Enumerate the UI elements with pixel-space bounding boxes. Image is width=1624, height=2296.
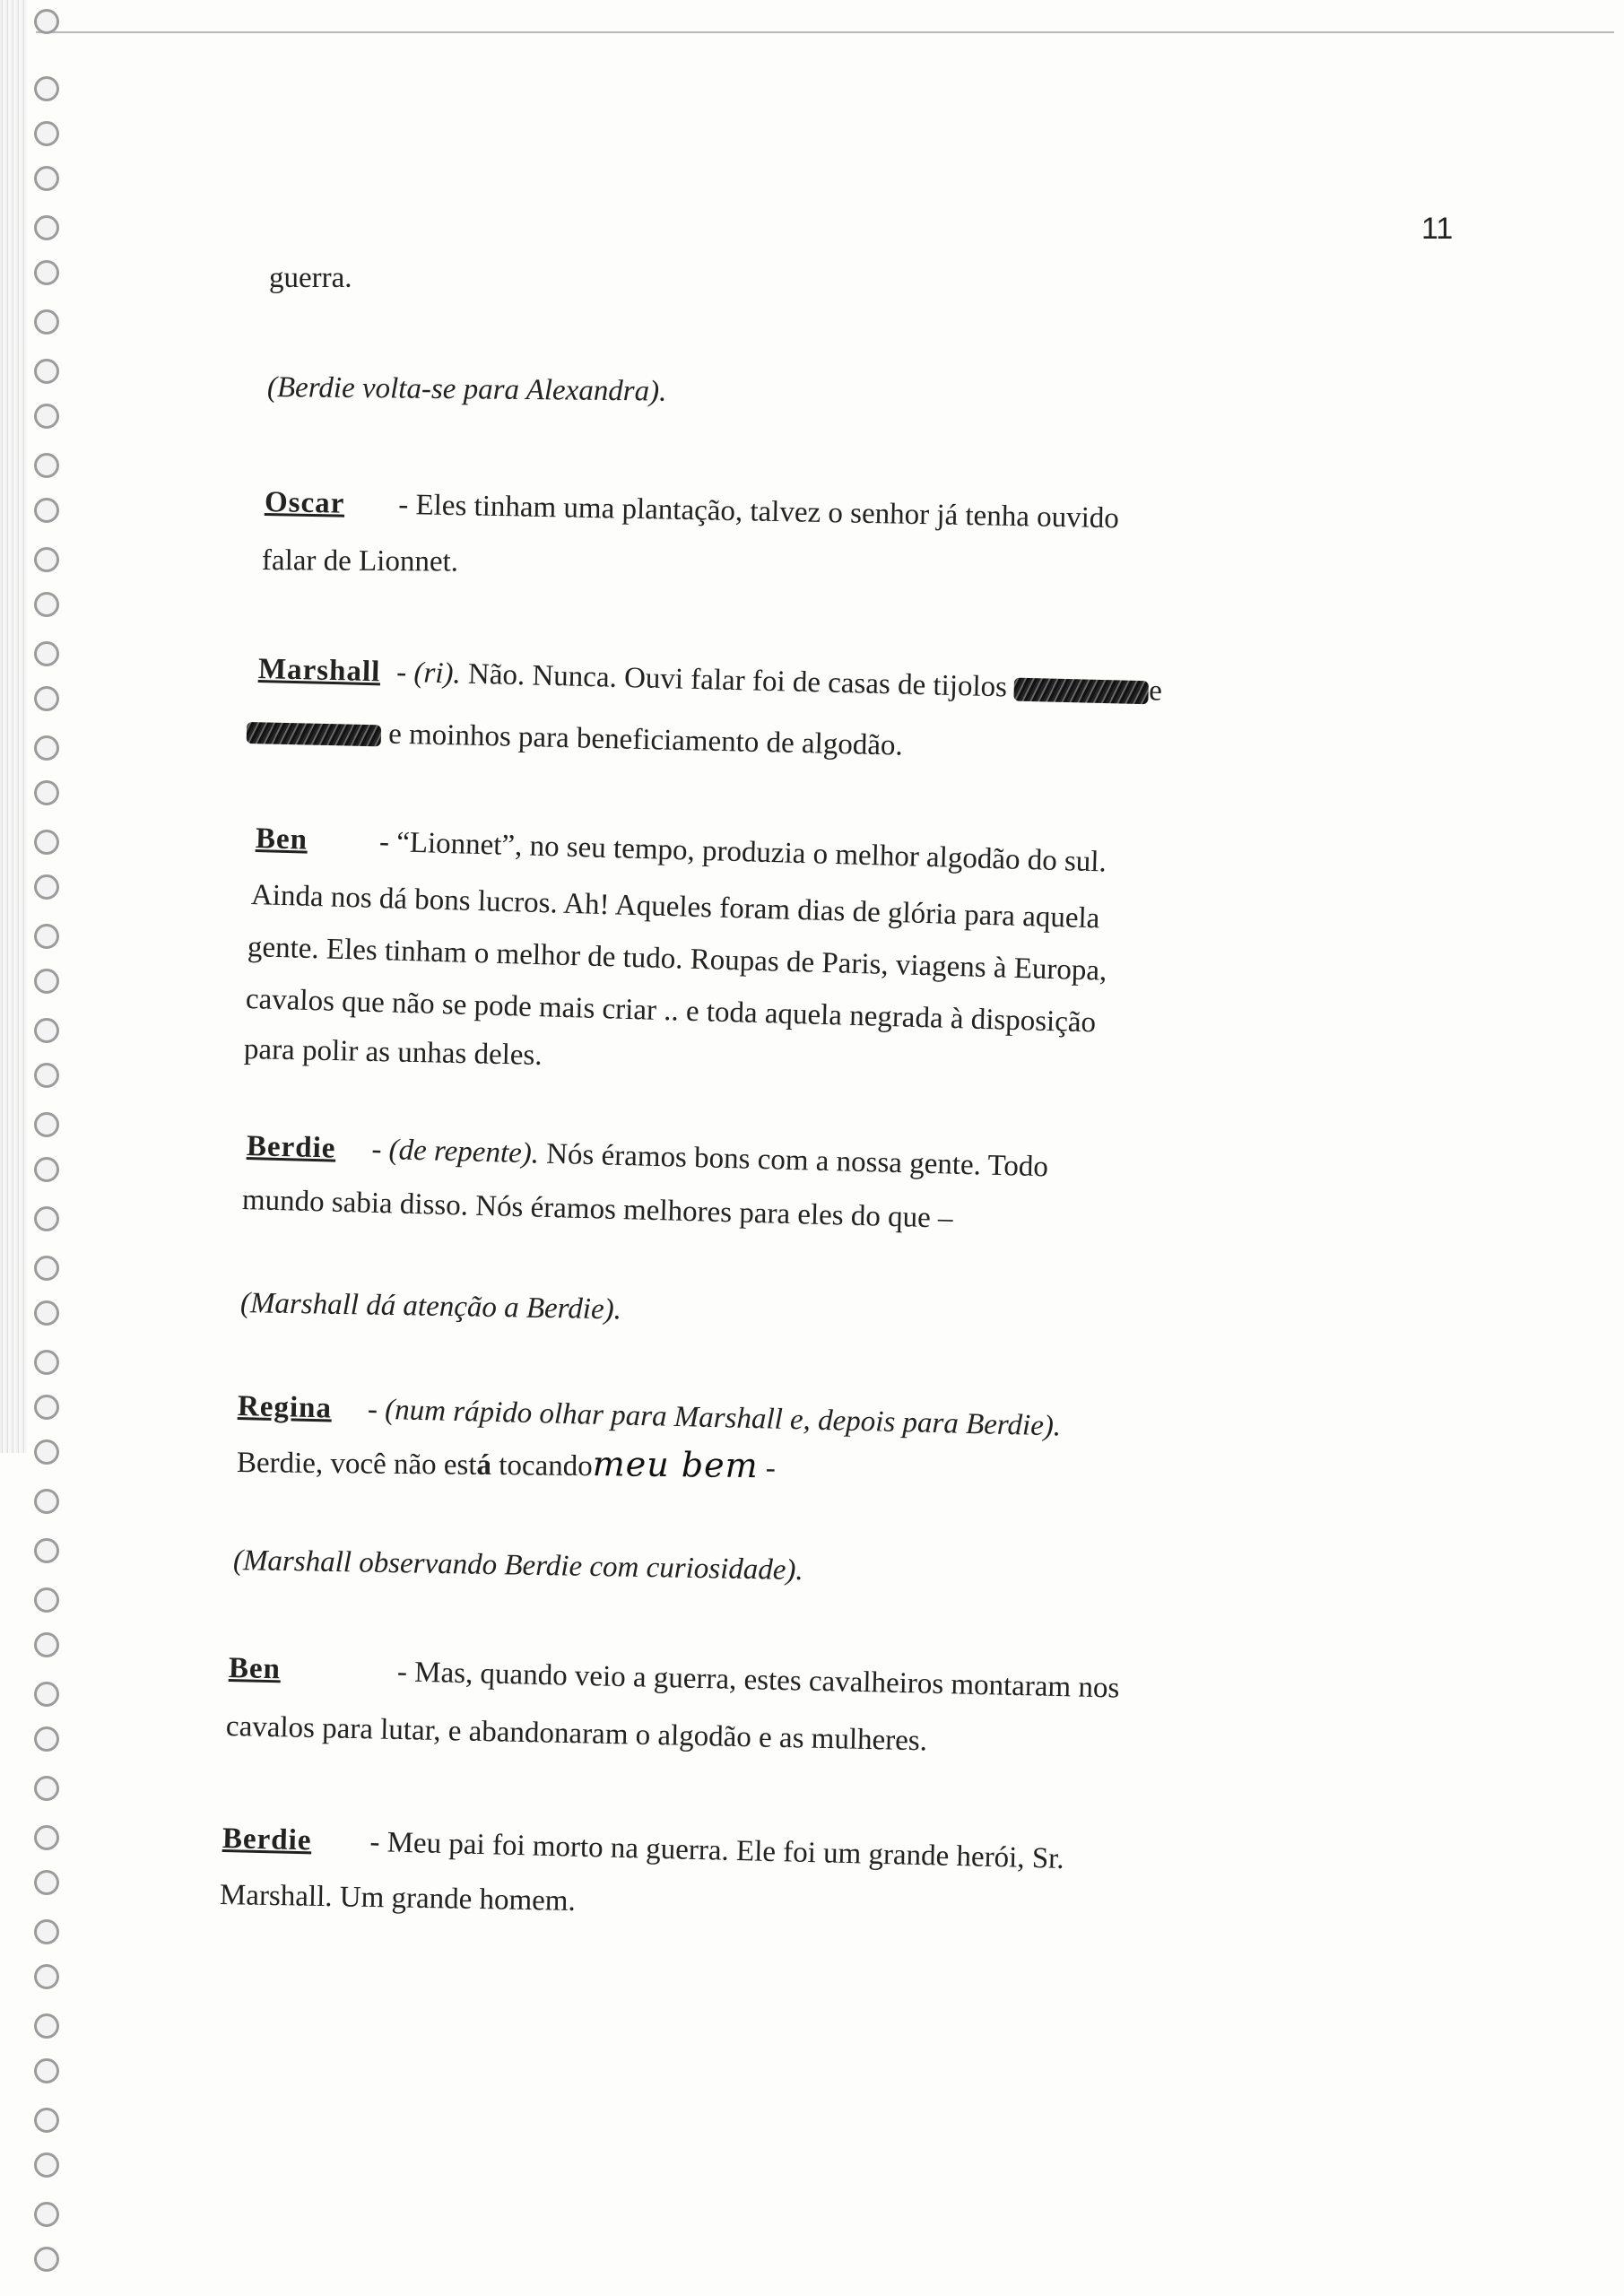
dash: - <box>397 488 409 522</box>
scribble-icon <box>1014 678 1150 705</box>
dialogue-line <box>257 651 1162 710</box>
text-span: (Marshall dá atenção a Berdie). <box>239 1287 622 1326</box>
text-span: cavalos para lutar, e abandonaram o algodão e as mulheres. <box>225 1710 928 1758</box>
text-span: - <box>765 1452 777 1485</box>
dialogue-line <box>237 1388 1061 1446</box>
stage-direction <box>267 370 667 411</box>
dialogue-line <box>221 1821 1064 1878</box>
dash: - <box>367 1393 378 1426</box>
text-line <box>226 1709 928 1761</box>
text-span: gente. Eles tinham o melhor de tudo. Roupas de Paris, viagens à Europa, <box>247 931 1107 987</box>
text-span: para polir as unhas deles. <box>243 1033 543 1072</box>
text-span: Mas, quando veio a guerra, estes cavalheiros montaram nos <box>413 1656 1120 1705</box>
handwritten-text: meu bem <box>592 1444 759 1486</box>
dialogue-line <box>229 1650 1120 1708</box>
text-span: e moinhos para beneficiamento de algodão. <box>387 718 904 762</box>
stage-direction-inline: (de repente). <box>388 1134 540 1170</box>
stage-direction-inline: (ri). <box>413 657 462 691</box>
dash: - <box>395 656 407 690</box>
speaker-name: Ben <box>228 1652 282 1686</box>
text-line <box>241 1182 953 1238</box>
text-line <box>237 1439 776 1488</box>
dash: - <box>378 825 390 859</box>
text-span: “Lionnet”, no seu tempo, produzia o melhor algodão do sul. <box>395 826 1107 879</box>
text-span: á <box>476 1448 492 1482</box>
dialogue-line <box>246 1128 1048 1187</box>
speaker-name: Berdie <box>221 1822 312 1857</box>
text-span: Berdie, você não est <box>236 1447 477 1482</box>
text-line <box>247 713 904 765</box>
speaker-name: Regina <box>237 1390 333 1425</box>
text-span: Nós éramos bons com a nossa gente. Todo <box>545 1137 1049 1184</box>
text-span: falar de Lionnet. <box>261 544 459 578</box>
text-span: guerra. <box>269 262 352 294</box>
dash: - <box>369 1826 380 1859</box>
dialogue-line <box>255 821 1107 882</box>
text-line <box>247 929 1107 990</box>
dash: - <box>370 1133 382 1166</box>
scribble-icon <box>247 722 382 746</box>
text-span: Ainda nos dá bons lucros. Ah! Aqueles foram dias de glória para aquela <box>250 879 1100 935</box>
text-span: (Berdie volta-se para Alexandra). <box>266 371 667 408</box>
text-span: Marshall. Um grande homem. <box>219 1879 577 1918</box>
text-line <box>269 260 352 297</box>
text-span: (Marshall observando Berdie com curiosidade). <box>232 1544 803 1587</box>
text-line <box>250 877 1099 938</box>
speaker-name: Marshall <box>257 653 381 689</box>
dialogue-line <box>265 484 1120 538</box>
text-span: Não. Nunca. Ouvi falar foi de casas de tijolos <box>467 657 1008 704</box>
speaker-name: Oscar <box>264 486 345 520</box>
text-span: mundo sabia disso. Nós éramos melhores para eles do que – <box>241 1184 953 1235</box>
text-line <box>245 981 1096 1042</box>
text-span: tocando <box>499 1449 593 1483</box>
text-line <box>262 543 458 581</box>
text-line <box>220 1877 576 1920</box>
text-span: cavalos que não se pode mais criar .. e toda aquela negrada à disposição <box>245 983 1097 1039</box>
text-line <box>244 1031 543 1074</box>
speaker-name: Berdie <box>246 1130 336 1165</box>
stage-direction <box>233 1543 803 1589</box>
page-number: 11 <box>1421 212 1454 246</box>
speaker-name: Ben <box>255 822 308 857</box>
text-span: Eles tinham uma plantação, talvez o senhor já tenha ouvido <box>415 489 1120 535</box>
stage-direction <box>240 1285 622 1329</box>
text-span: e <box>1148 674 1163 708</box>
stage-direction-inline: (num rápido olhar para Marshall e, depois para Berdie). <box>384 1394 1062 1443</box>
dash: - <box>396 1656 408 1689</box>
text-span: Meu pai foi morto na guerra. Ele foi um grande herói, Sr. <box>386 1826 1065 1875</box>
